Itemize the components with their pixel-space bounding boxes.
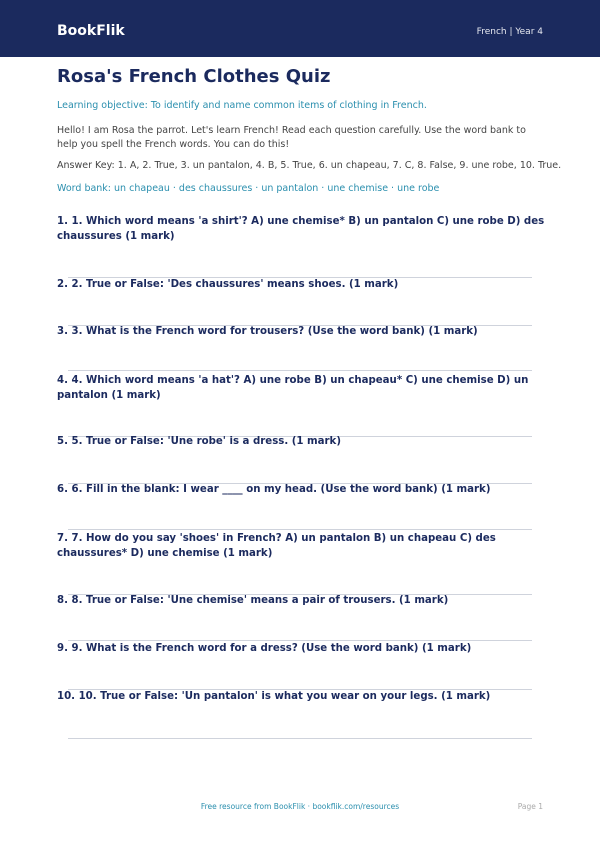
footer-link[interactable]: Free resource from BookFlik · bookflik.com/resources xyxy=(200,802,400,811)
intro-text: Hello! I am Rosa the parrot. Let's learn French! Read each question carefully. Use the word bank to help you spell the French words. You can do this! xyxy=(57,125,526,150)
subject-year-label: French | Year 4 xyxy=(476,27,543,37)
question-7: 7. 7. How do you say 'shoes' in French? A) un pantalon B) un chapeau C) des chaussures* D) une chemise (1 mark) xyxy=(57,533,496,559)
question-3: 3. 3. What is the French word for trousers? (Use the word bank) (1 mark) xyxy=(57,326,478,337)
page-number: Page 1 xyxy=(517,802,543,811)
answer-line-3[interactable] xyxy=(68,370,532,371)
answer-line-10[interactable] xyxy=(68,738,532,739)
answer-key: Answer Key: 1. A, 2. True, 3. un pantalon, 4. B, 5. True, 6. un chapeau, 7. C, 8. False, 9. une robe, 10. True. xyxy=(57,160,562,171)
question-5: 5. 5. True or False: 'Une robe' is a dress. (1 mark) xyxy=(57,436,341,447)
question-1: 1. 1. Which word means 'a shirt'? A) une chemise* B) un pantalon C) une robe D) des chaussures (1 mark) xyxy=(57,216,545,242)
header-bar xyxy=(0,0,600,57)
question-10: 10. 10. True or False: 'Un pantalon' is what you wear on your legs. (1 mark) xyxy=(57,691,491,702)
answer-line-6[interactable] xyxy=(68,529,532,530)
learning-objective: Learning objective: To identify and name common items of clothing in French. xyxy=(57,100,427,111)
question-6: 6. 6. Fill in the blank: I wear ____ on my head. (Use the word bank) (1 mark) xyxy=(57,484,491,495)
question-8: 8. 8. True or False: 'Une chemise' means a pair of trousers. (1 mark) xyxy=(57,595,449,606)
question-4: 4. 4. Which word means 'a hat'? A) une robe B) un chapeau* C) une chemise D) un pantalon (1 mark) xyxy=(57,375,529,401)
word-bank: Word bank: un chapeau · des chaussures · un pantalon · une chemise · une robe xyxy=(57,183,440,194)
question-2: 2. 2. True or False: 'Des chaussures' means shoes. (1 mark) xyxy=(57,279,399,290)
page-title: Rosa's French Clothes Quiz xyxy=(57,66,331,87)
brand-logo[interactable]: BookFlik xyxy=(57,23,125,39)
question-9: 9. 9. What is the French word for a dress? (Use the word bank) (1 mark) xyxy=(57,643,472,654)
